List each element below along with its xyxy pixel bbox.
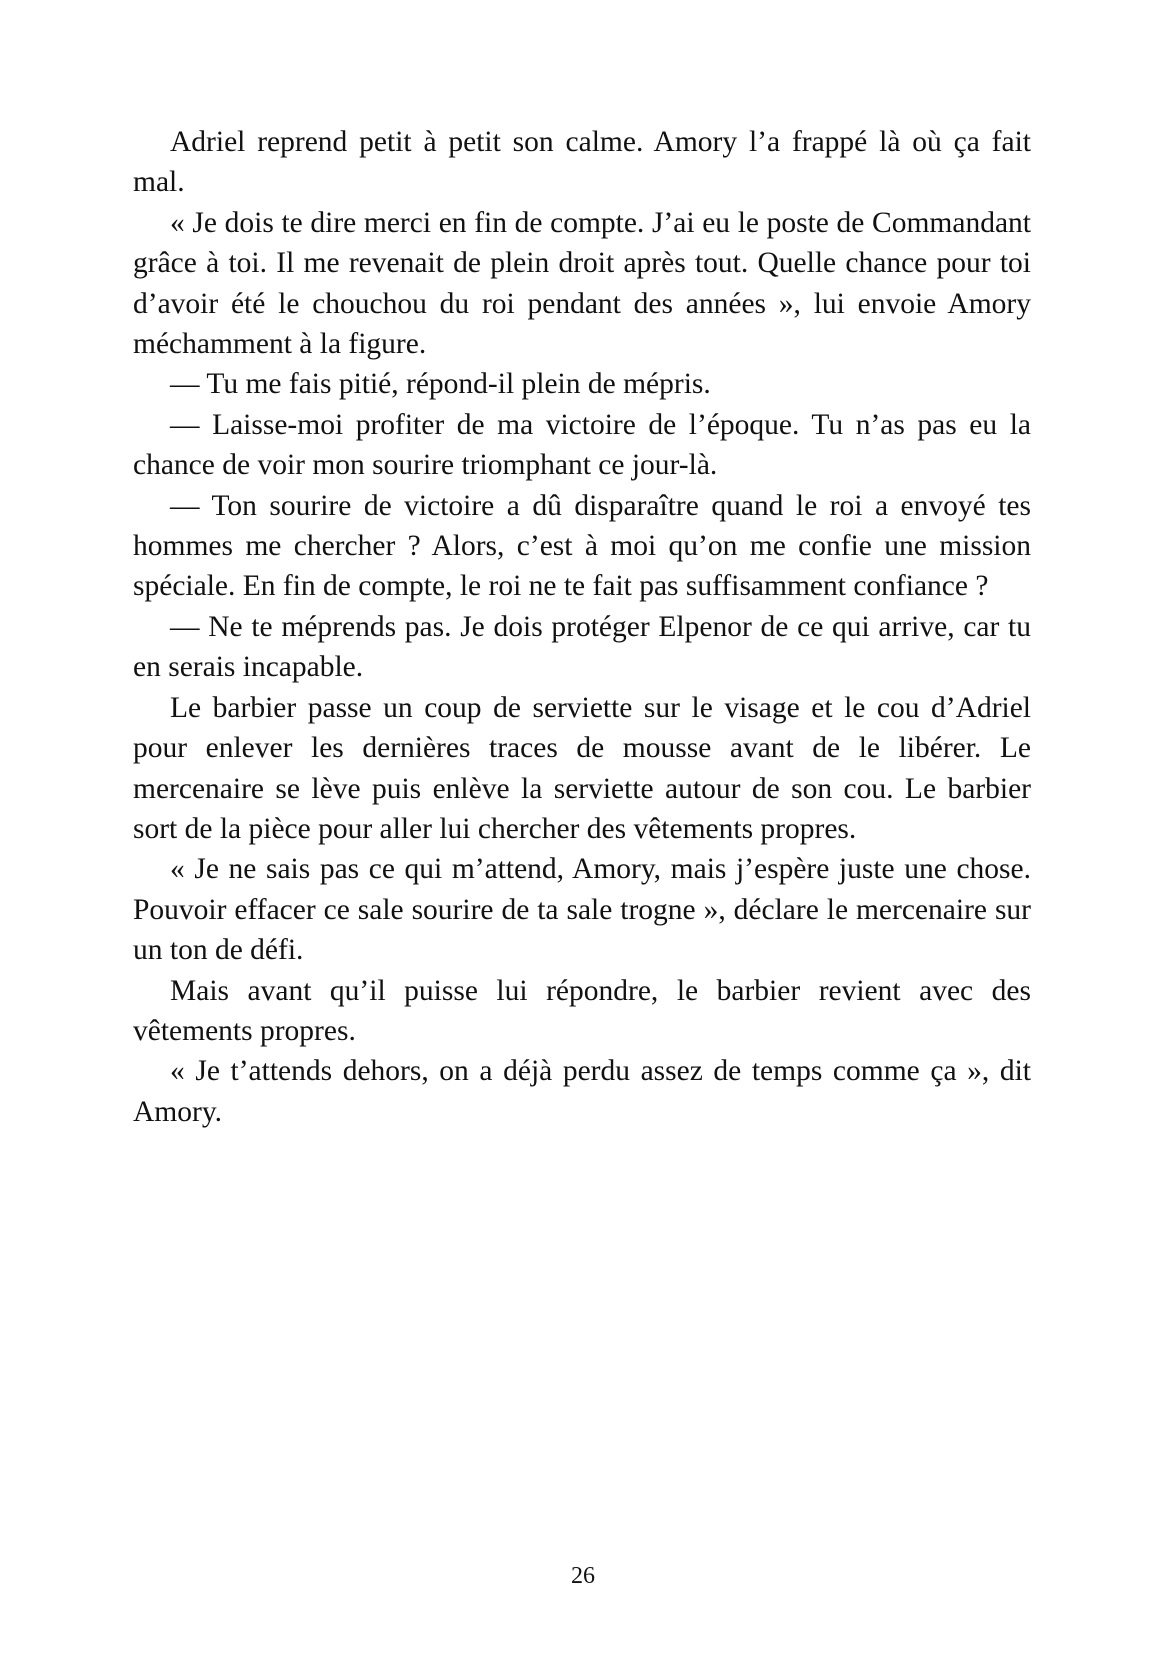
paragraph: « Je dois te dire merci en fin de compte. J’ai eu le poste de Commandant grâce à toi. Il me revenait de plein droit après tout. Quelle chance pour toi d’avoir été le chouchou du roi pendant des années », lui envoie Amory méchamment à la figure. [133, 206, 1031, 361]
paragraph: — Ton sourire de victoire a dû disparaître quand le roi a envoyé tes hommes me chercher ? Alors, c’est à moi qu’on me confie une mission spéciale. En fin de compte, le roi ne te fait pas suffisamment confiance ? [133, 489, 1031, 603]
paragraph: — Laisse-moi profiter de ma victoire de l’époque. Tu n’as pas eu la chance de voir mon sourire triomphant ce jour-là. [133, 408, 1031, 482]
paragraph: — Ne te méprends pas. Je dois protéger Elpenor de ce qui arrive, car tu en serais incapable. [133, 610, 1031, 684]
paragraph: — Tu me fais pitié, répond-il plein de mépris. [170, 368, 711, 401]
paragraph: Mais avant qu’il puisse lui répondre, le barbier revient avec des vêtements propres. [133, 974, 1031, 1047]
paragraph: « Je ne sais pas ce qui m’attend, Amory, mais j’espère juste une chose. Pouvoir effacer ce sale sourire de ta sale trogne », déclare le mercenaire sur un ton de défi. [133, 853, 1031, 967]
page-number: 26 [571, 1563, 595, 1589]
paragraph: Adriel reprend petit à petit son calme. Amory l’a frappé là où ça fait mal. [133, 126, 1031, 199]
body-text [133, 122, 1031, 1132]
paragraph: « Je t’attends dehors, on a déjà perdu assez de temps comme ça », dit Amory. [133, 1055, 1031, 1128]
paragraph: Le barbier passe un coup de serviette sur le visage et le cou d’Adriel pour enlever les dernières traces de mousse avant de le libérer. Le mercenaire se lève puis enlève la serviette autour de son cou. Le barbier sort de la pièce pour aller lui chercher des vêtements propres. [133, 691, 1031, 845]
